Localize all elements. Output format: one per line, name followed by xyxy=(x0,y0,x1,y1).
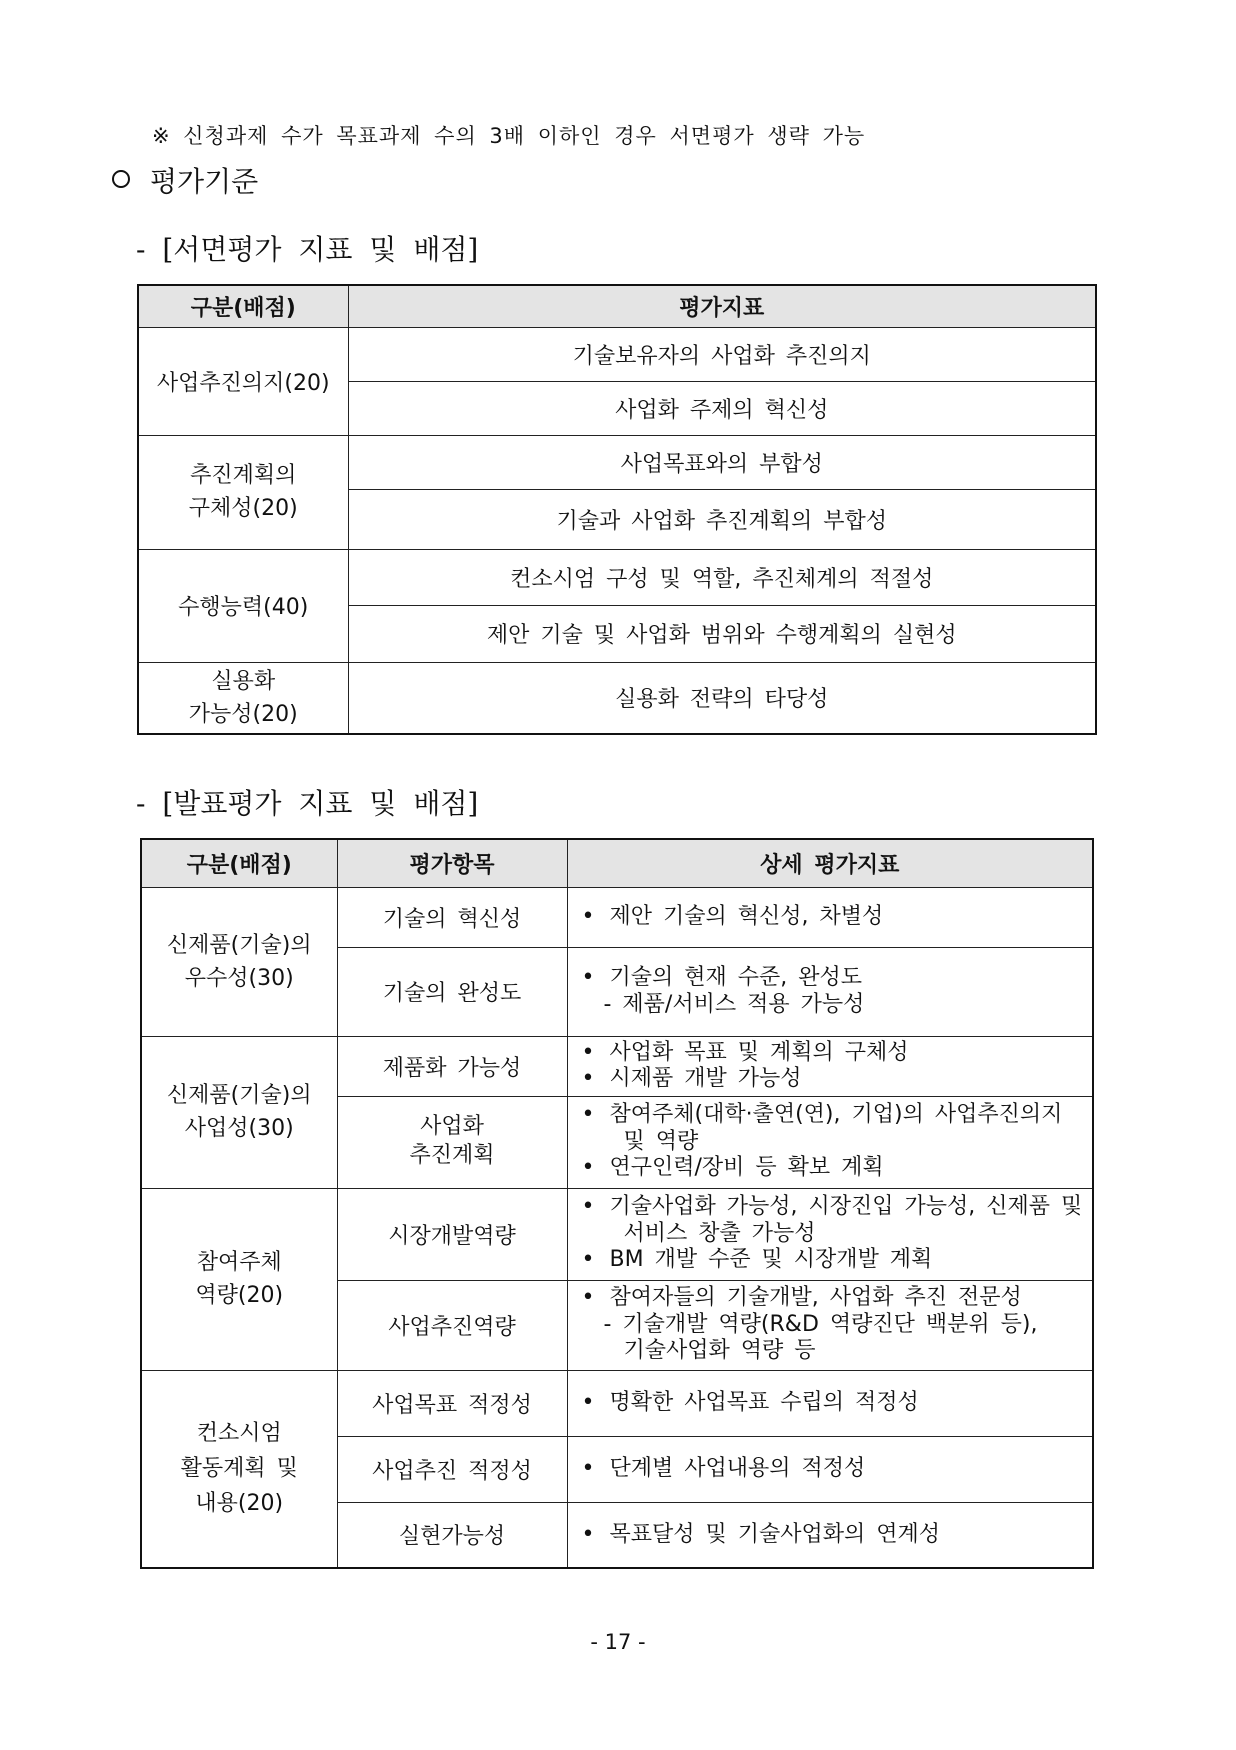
circle-bullet-icon xyxy=(112,170,130,188)
detail-cell xyxy=(567,1436,1093,1502)
header-category: 구분(배점) xyxy=(141,839,337,887)
category-line: 신제품(기술)의 xyxy=(166,932,312,958)
detail-line: • BM 개발 수준 및 시장개발 계획 xyxy=(582,1247,1093,1273)
table-row xyxy=(138,549,1096,605)
item-cell: 제품화 가능성 xyxy=(337,1036,567,1096)
category-line: 활동계획 및 xyxy=(180,1456,298,1482)
detail-line: 서비스 창출 가능성 xyxy=(623,1220,816,1246)
indicator-cell: 제안 기술 및 사업화 범위와 수행계획의 실현성 xyxy=(348,605,1096,662)
detail-line: • 명확한 사업목표 수립의 적정성 xyxy=(582,1390,1093,1416)
note-text: ※ 신청과제 수가 목표과제 수의 3배 이하인 경우 서면평가 생략 가능 xyxy=(152,124,866,148)
category-line: 내용(20) xyxy=(195,1491,284,1517)
table-row xyxy=(138,327,1096,381)
category-cell xyxy=(138,662,348,734)
indicator-cell: 사업목표와의 부합성 xyxy=(348,435,1096,489)
category-line: 우수성(30) xyxy=(184,965,294,991)
presentation-eval-title: - [발표평가 지표 및 배점] xyxy=(136,787,479,820)
item-cell: 기술의 완성도 xyxy=(337,947,567,1036)
indicator-cell: 기술보유자의 사업화 추진의지 xyxy=(348,327,1096,381)
indicator-cell: 실용화 전략의 타당성 xyxy=(348,662,1096,734)
category-line: 실용화 xyxy=(211,668,276,694)
item-cell: 사업목표 적정성 xyxy=(337,1370,567,1436)
category-line: 가능성(20) xyxy=(188,701,298,727)
presentation-eval-table xyxy=(140,838,1094,1569)
category-line: 신제품(기술)의 xyxy=(166,1083,312,1108)
item-cell: 시장개발역량 xyxy=(337,1188,567,1280)
item-cell xyxy=(337,1096,567,1188)
category-line: 참여주체 xyxy=(196,1250,282,1275)
table-row xyxy=(138,435,1096,489)
written-eval-table xyxy=(137,284,1097,735)
detail-cell xyxy=(567,1036,1093,1096)
category-line: 컨소시엄 xyxy=(196,1420,282,1446)
detail-line: • 제안 기술의 혁신성, 차별성 xyxy=(582,904,1093,930)
category-cell xyxy=(141,1188,337,1370)
detail-line: • 시제품 개발 가능성 xyxy=(582,1066,1093,1092)
detail-line: • 목표달성 및 기술사업화의 연계성 xyxy=(582,1522,1093,1548)
detail-line: • 단계별 사업내용의 적정성 xyxy=(582,1456,1093,1482)
item-line: 추진계획 xyxy=(409,1143,495,1168)
table-row xyxy=(141,1188,1093,1280)
item-line: 사업화 xyxy=(420,1114,484,1140)
table-row xyxy=(141,887,1093,947)
detail-line: - 기술개발 역량(R&D 역량진단 백분위 등), xyxy=(603,1311,1038,1337)
header-item: 평가항목 xyxy=(337,839,567,887)
category-cell: 사업추진의지(20) xyxy=(138,327,348,435)
item-cell: 사업추진 적정성 xyxy=(337,1436,567,1502)
detail-line: • 연구인력/장비 등 확보 계획 xyxy=(582,1155,1093,1181)
detail-line: 및 역량 xyxy=(623,1128,699,1154)
detail-cell xyxy=(567,887,1093,947)
detail-line: • 참여자들의 기술개발, 사업화 추진 전문성 xyxy=(582,1285,1093,1311)
detail-line: • 기술의 현재 수준, 완성도 xyxy=(582,965,1093,991)
header-detail: 상세 평가지표 xyxy=(567,839,1093,887)
category-cell: 수행능력(40) xyxy=(138,549,348,662)
category-line: 추진계획의 xyxy=(190,463,297,488)
detail-cell xyxy=(567,1370,1093,1436)
table-header-row xyxy=(141,839,1093,887)
table-header-row xyxy=(138,285,1096,327)
header-indicator: 평가지표 xyxy=(348,285,1096,327)
table-row xyxy=(141,1036,1093,1096)
indicator-cell: 사업화 주제의 혁신성 xyxy=(348,381,1096,435)
category-line: 역량(20) xyxy=(195,1283,284,1308)
section-heading xyxy=(112,160,258,200)
page-number: - 17 - xyxy=(590,1630,646,1654)
detail-line: 기술사업화 역량 등 xyxy=(623,1338,816,1364)
item-cell: 사업추진역량 xyxy=(337,1280,567,1370)
written-eval-title: - [서면평가 지표 및 배점] xyxy=(136,233,479,266)
table-row xyxy=(138,662,1096,734)
detail-cell xyxy=(567,1096,1093,1188)
category-cell xyxy=(138,435,348,549)
detail-cell xyxy=(567,947,1093,1036)
category-cell xyxy=(141,1036,337,1188)
indicator-cell: 기술과 사업화 추진계획의 부합성 xyxy=(348,489,1096,549)
category-cell xyxy=(141,887,337,1036)
item-cell: 실현가능성 xyxy=(337,1502,567,1568)
header-category: 구분(배점) xyxy=(138,285,348,327)
item-cell: 기술의 혁신성 xyxy=(337,887,567,947)
indicator-cell: 컨소시엄 구성 및 역할, 추진체계의 적절성 xyxy=(348,549,1096,605)
table-row xyxy=(141,1370,1093,1436)
detail-line: • 사업화 목표 및 계획의 구체성 xyxy=(582,1040,1093,1066)
category-cell xyxy=(141,1370,337,1568)
detail-line: • 참여주체(대학·출연(연), 기업)의 사업추진의지 xyxy=(582,1102,1093,1128)
detail-cell xyxy=(567,1502,1093,1568)
category-line: 사업성(30) xyxy=(184,1116,294,1141)
detail-line: - 제품/서비스 적용 가능성 xyxy=(603,991,865,1017)
category-line: 구체성(20) xyxy=(188,496,298,521)
detail-cell xyxy=(567,1280,1093,1370)
detail-cell xyxy=(567,1188,1093,1280)
detail-line: • 기술사업화 가능성, 시장진입 가능성, 신제품 및 xyxy=(582,1194,1093,1220)
heading-text: 평가기준 xyxy=(150,165,259,198)
